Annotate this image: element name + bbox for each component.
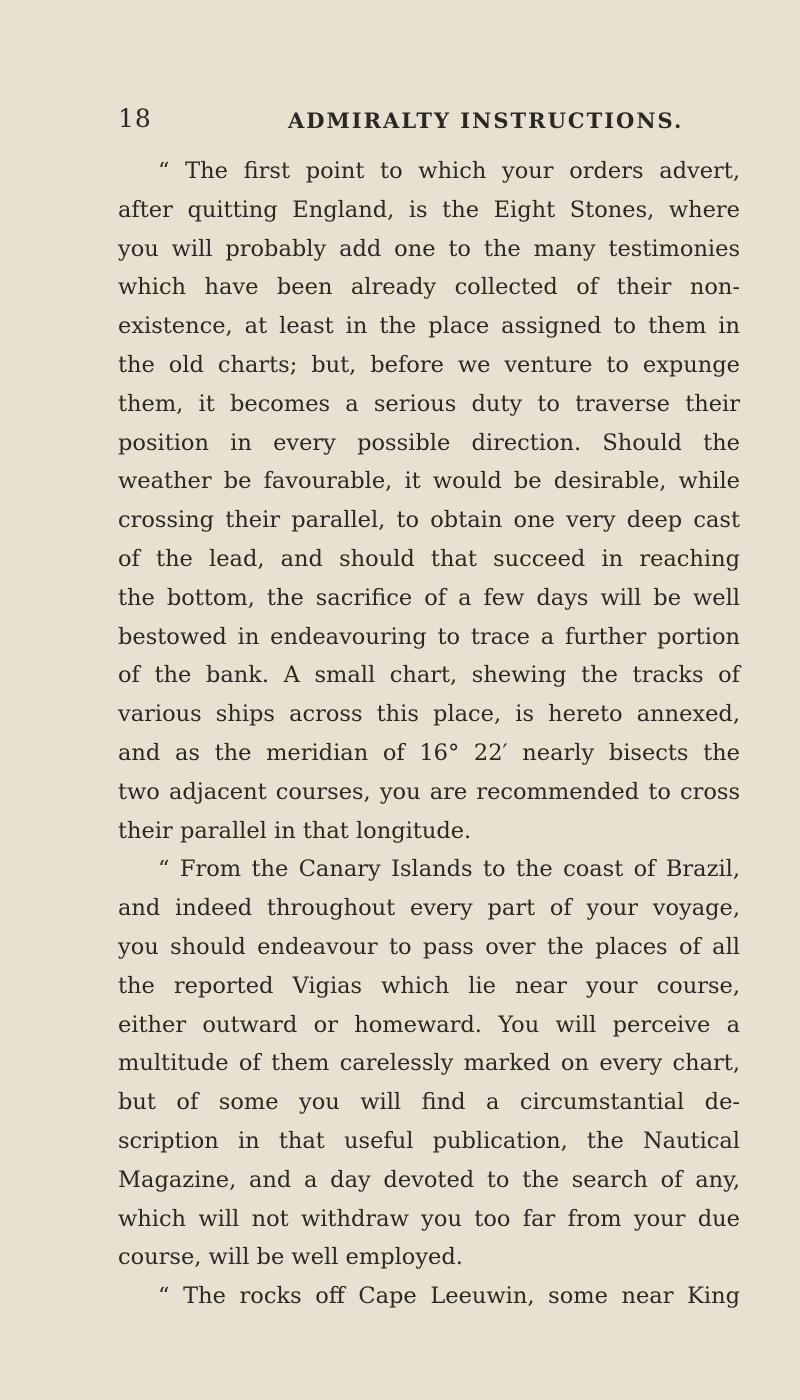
body-text	[118, 152, 740, 1316]
text-line: and as the meridian of 16° 22′ nearly bisects the	[118, 739, 740, 766]
text-line: but of some you will find a circumstantial de-	[118, 1089, 740, 1116]
text-line: scription in that useful publication, the Nautical	[118, 1127, 740, 1154]
text-line: two adjacent courses, you are recommended to cross	[118, 778, 740, 805]
text-line: the bottom, the sacrifice of a few days will be well	[118, 584, 740, 611]
paragraph	[118, 152, 740, 850]
page-number: 18	[118, 104, 152, 133]
text-line: multitude of them carelessly marked on every chart,	[118, 1050, 740, 1077]
text-line: and indeed throughout every part of your voyage,	[118, 895, 740, 922]
text-line: you will probably add one to the many testimonies	[118, 235, 740, 262]
text-line: “ From the Canary Islands to the coast of Brazil,	[158, 856, 740, 883]
text-line: their parallel in that longitude.	[118, 817, 472, 844]
text-line: you should endeavour to pass over the places of all	[118, 933, 740, 960]
text-line: the reported Vigias which lie near your course,	[118, 972, 740, 999]
text-line: which will not withdraw you too far from your due	[118, 1205, 740, 1232]
text-line: position in every possible direction. Should the	[118, 429, 740, 456]
text-line: “ The first point to which your orders advert,	[158, 158, 740, 184]
text-line: course, will be well employed.	[118, 1244, 463, 1271]
text-line: existence, at least in the place assigned to them in	[118, 313, 740, 340]
text-line: after quitting England, is the Eight Stones, where	[118, 196, 740, 223]
page-header	[112, 104, 752, 144]
paragraph	[118, 1277, 740, 1316]
text-line: weather be favourable, it would be desirable, while	[118, 468, 740, 495]
text-line: of the lead, and should that succeed in reaching	[118, 545, 740, 572]
text-line: “ The rocks off Cape Leeuwin, some near King	[158, 1283, 740, 1310]
text-line: bestowed in endeavouring to trace a further portion	[118, 623, 740, 650]
text-line: the old charts; but, before we venture to expunge	[118, 351, 740, 378]
text-line: Magazine, and a day devoted to the search of any,	[118, 1166, 740, 1193]
text-line: of the bank. A small chart, shewing the tracks of	[118, 662, 740, 689]
text-line: which have been already collected of their non-	[118, 274, 740, 301]
text-line: them, it becomes a serious duty to traverse their	[118, 390, 740, 417]
text-line: crossing their parallel, to obtain one very deep cast	[118, 507, 740, 534]
text-line: either outward or homeward. You will perceive a	[118, 1011, 740, 1038]
text-line: various ships across this place, is hereto annexed,	[118, 701, 740, 728]
paragraph	[118, 850, 740, 1277]
running-head: ADMIRALTY INSTRUCTIONS.	[288, 108, 684, 133]
